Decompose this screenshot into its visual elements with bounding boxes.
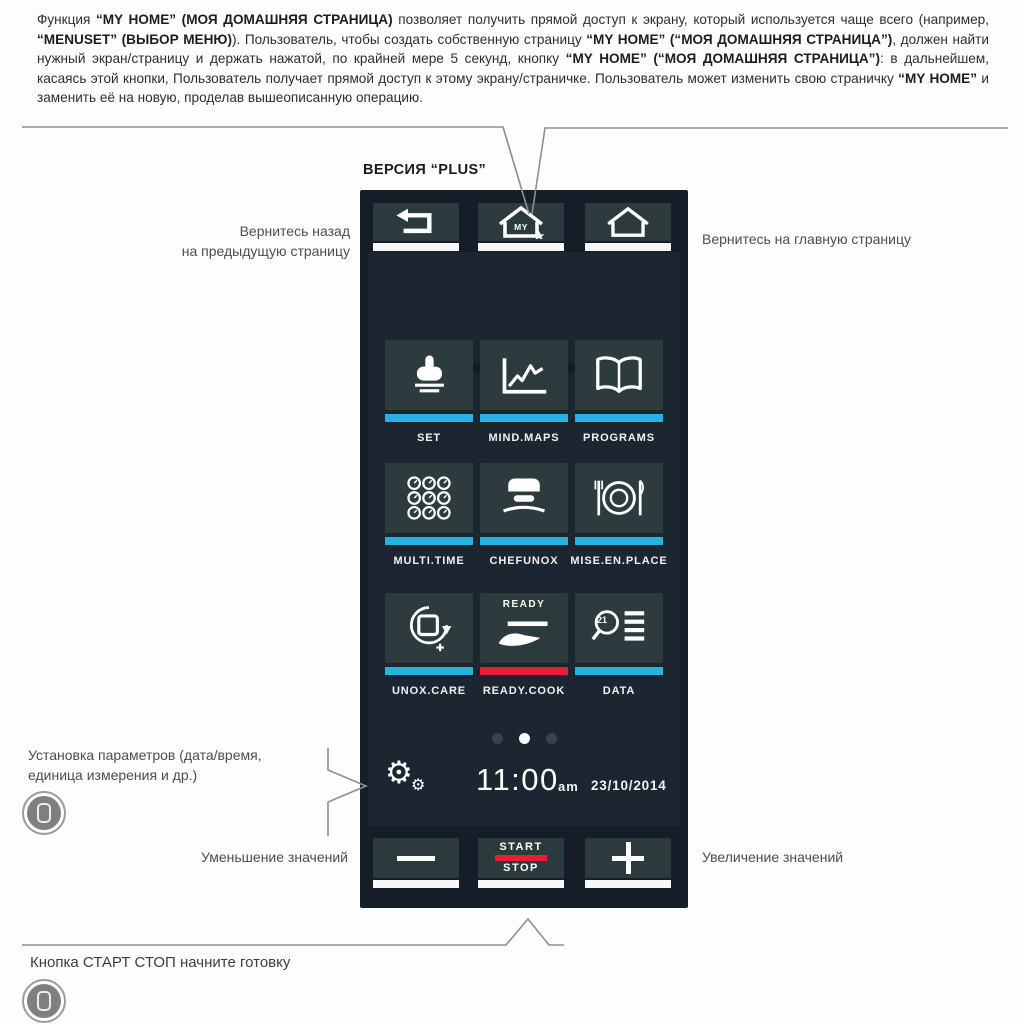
tile-data[interactable] [575, 593, 663, 663]
tile-label-unox-care: UNOX.CARE [391, 685, 467, 697]
tile-label-ready-cook: READY.COOK [482, 685, 566, 697]
decrease-button[interactable] [373, 838, 459, 878]
multi-clock-grid-icon [404, 474, 454, 522]
set-hand-icon [403, 351, 455, 399]
tile-set[interactable] [385, 340, 473, 410]
tile-label-chefunox: CHEFUNOX [489, 555, 559, 567]
press-knob-icon [22, 979, 66, 1023]
start-stop-button-underline [478, 880, 564, 888]
chef-hat-icon [498, 474, 550, 522]
oven-control-panel [360, 190, 688, 908]
set-bar [385, 414, 473, 422]
my-home-button[interactable] [478, 203, 564, 241]
plate-cutlery-icon [592, 476, 646, 520]
decrease-button-underline [373, 880, 459, 888]
clock-date[interactable]: 23/10/2014 [591, 778, 667, 793]
small-gear-icon: ⚙ [411, 775, 426, 794]
back-button-underline [373, 243, 459, 251]
multi-time-bar [385, 537, 473, 545]
ready-cook-bar [480, 667, 568, 675]
clock-meridiem: am [558, 779, 579, 794]
callout-back: Вернитесь назад на предыдущую страницу [181, 223, 350, 260]
tile-multi-time[interactable] [385, 463, 473, 533]
magnifier-digits: 21 [597, 615, 608, 625]
tile-label-mise-en-place: MISE.EN.PLACE [570, 555, 668, 567]
page-dot[interactable] [492, 733, 503, 744]
hand-tray-icon [495, 615, 553, 657]
tile-label-programs: PROGRAMS [583, 432, 655, 444]
page-dot[interactable] [519, 733, 530, 744]
press-knob-icon [22, 791, 66, 835]
callout-increase: Увеличение значений [702, 849, 844, 865]
gear-icon: ⚙ [385, 755, 413, 791]
star-icon [534, 231, 545, 239]
footer-caption: Кнопка СТАРТ СТОП начните готовку [30, 954, 291, 971]
chefunox-bar [480, 537, 568, 545]
increase-button-underline [585, 880, 671, 888]
callout-params: Установка параметров (дата/время, единица измерения и др.) [28, 747, 262, 784]
tile-label-multi-time: MULTI.TIME [393, 555, 465, 567]
settings-button[interactable] [385, 755, 429, 798]
tile-unox-care[interactable] [385, 593, 473, 663]
unox-care-bar [385, 667, 473, 675]
stop-label: STOP [503, 862, 539, 874]
back-arrow-icon [392, 206, 440, 238]
back-button[interactable] [373, 203, 459, 241]
home-button-underline [585, 243, 671, 251]
tile-label-set: SET [416, 432, 442, 444]
tile-programs[interactable] [575, 340, 663, 410]
my-home-label: MY [514, 222, 528, 232]
line-chart-icon [498, 353, 550, 397]
magnifier-list-icon [591, 606, 647, 650]
refresh-square-icon [403, 603, 455, 653]
tile-mind-maps[interactable] [480, 340, 568, 410]
home-icon [600, 206, 656, 238]
open-book-icon [592, 353, 646, 397]
ready-badge: READY [502, 599, 546, 610]
pagination-dots [360, 733, 688, 744]
plus-icon [612, 842, 644, 874]
home-button[interactable] [585, 203, 671, 241]
start-label: START [499, 841, 543, 853]
start-stop-button[interactable] [478, 838, 564, 878]
callout-decrease: Уменьшение значений [200, 849, 348, 865]
clock-time[interactable]: 11:00 [476, 762, 559, 797]
programs-bar [575, 414, 663, 422]
tile-label-mind-maps: MIND.MAPS [488, 432, 560, 444]
my-home-button-underline [478, 243, 564, 251]
minus-icon [397, 856, 435, 861]
mind-maps-bar [480, 414, 568, 422]
intro-paragraph: Функция “MY HOME” (МОЯ ДОМАШНЯЯ СТРАНИЦА) позволяет получить прямой доступ к экрану, который используется чаще всего (например, “MENUSET” (ВЫБОР МЕНЮ)). Пользователь, чтобы создать собственную страницу “MY HOME” (“МОЯ ДОМАШНЯЯ СТРАНИЦА”), должен найти нужный экран/страницу и держать нажатой, по крайней мере 5 секунд, кнопку “MY HOME” (“МОЯ ДОМАШНЯЯ СТРАНИЦА”): в дальнейшем, касаясь этой кнопки, Пользователь получает прямой доступ к этому экрану/страничке. Пользователь может изменить свою страничку “MY HOME” и заменить её на новую, проделав вышеописанную операцию. [37, 12, 990, 106]
tile-ready-cook[interactable] [480, 593, 568, 663]
tile-chefunox[interactable] [480, 463, 568, 533]
page-dot[interactable] [546, 733, 557, 744]
callout-home: Вернитесь на главную страницу [702, 231, 911, 247]
start-stop-red-bar [495, 855, 547, 861]
version-label: ВЕРСИЯ “PLUS” [363, 162, 487, 178]
tile-mise-en-place[interactable] [575, 463, 663, 533]
increase-button[interactable] [585, 838, 671, 878]
data-bar [575, 667, 663, 675]
mise-en-place-bar [575, 537, 663, 545]
tile-label-data: DATA [602, 685, 636, 697]
